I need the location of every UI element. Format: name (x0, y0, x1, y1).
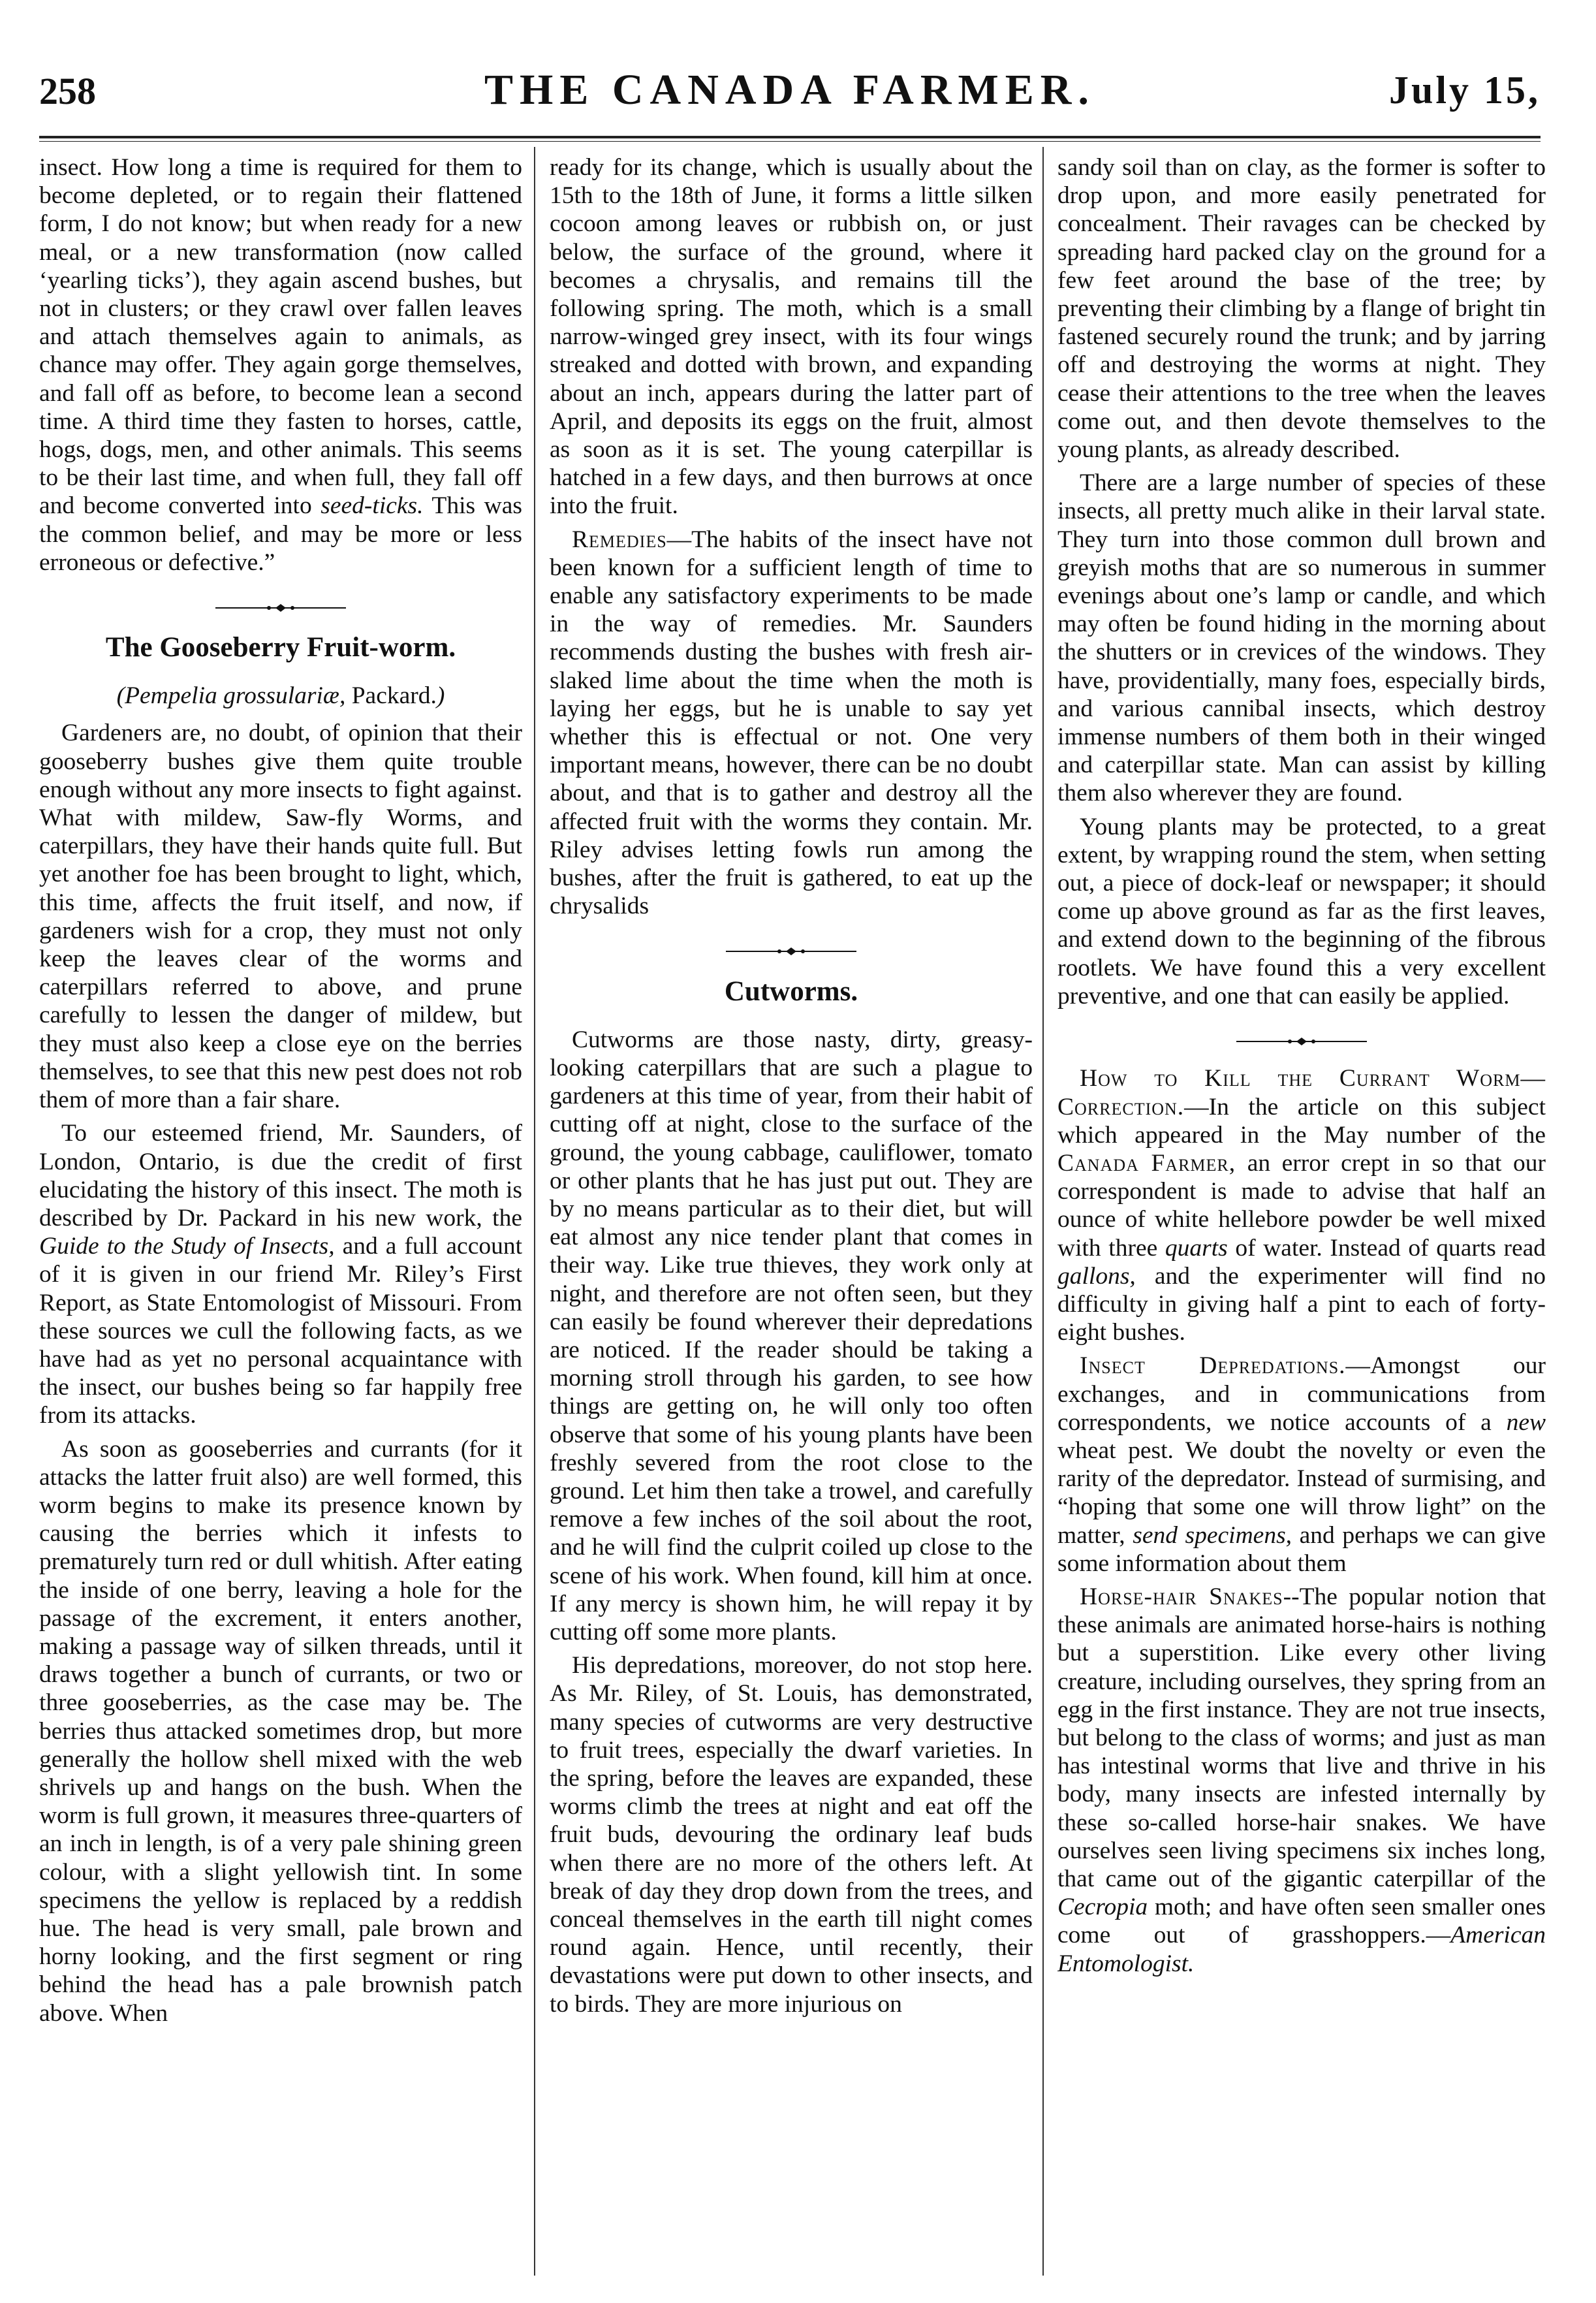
page-header (39, 51, 1541, 123)
paragraph: To our esteemed friend, Mr. Saunders, of London, Ontario, is due the credit of first elucidating the history of this insect. The moth is described by Dr. Packard in his new work, the Guide to the Study of Insects, and a full account of it is given in our friend Mr. Riley’s First Report, as State Entomologist of Missouri. From these sources we cull the following facts, as we have had as yet no personal acquaintance with the insect, our bushes being so far happily free from its attacks. (39, 1120, 522, 1429)
article-heading-cutworms: Cutworms. (724, 976, 858, 1007)
ornament-divider (39, 591, 522, 619)
column-1 (39, 153, 522, 2269)
paragraph-remedies: Remedies—The habits of the insect have not been known for a sufficient length of time to enable any satisfactory experiments to be made in the way of remedies. Mr. Saunders recommends dusting the bushes with fresh air-slaked lime about the time when the moth is laying her eggs, but he is unable to say yet whether this is effectual or not. One very important means, however, there can be no doubt about, and that is to gather and destroy all the affected fruit with the worms they contain. Mr. Riley advises letting fowls run among the bushes, after the fruit is gathered, to eat up the chrysalids (550, 526, 1033, 920)
species-name: (Pempelia grossulariæ, Packard.) (116, 682, 445, 710)
ornament-divider (550, 934, 1033, 962)
paragraph: Gardeners are, no doubt, of opinion that their gooseberry bushes give them quite trouble enough without any more insects to fight against. What with mildew, Saw-fly Worms, and caterpillars, they have their hands quite full. But yet another foe has been brought to light, which, this time, affects the fruit itself, and now, if gardeners wish for a crop, they must not only keep the leaves clear of the worms and caterpillars referred to above, and prune carefully to lessen the danger of mildew, but they must also keep a close eye on the berries themselves, to see that this new pest does not rob them of more than a fair share. (39, 720, 522, 1114)
publication-title: THE CANADA FARMER. (484, 66, 1095, 114)
column-3 (1057, 153, 1546, 2269)
paragraph: His depredations, moreover, do not stop here. As Mr. Riley, of St. Louis, has demonstrated, many species of cutworms are very destructive to fruit trees, especially the dwarf varieties. In the spring, before the leaves are expanded, these worms climb the trees at night and eat off the fruit buds, devouring the ordinary leaf buds when there are no more of the others left. At break of day they drop down from the trees, and conceal themselves in the earth till night comes round again. Hence, until recently, their devastations were put down to other insects, and to birds. They are more injurious on (550, 1652, 1033, 2018)
paragraph: Young plants may be protected, to a great extent, by wrapping round the stem, when setting out, a piece of dock-leaf or newspaper; it should come up above ground as far as the first leaves, and extend down to the beginning of the fibrous rootlets. We have found this a very excellent preventive, and one that can easily be applied. (1057, 813, 1546, 1009)
page-number: 258 (39, 70, 96, 112)
column-2 (550, 153, 1033, 2269)
paragraph-continuation: sandy soil than on clay, as the former is softer to drop upon, and more easily penetrated for concealment. Their ravages can be checked by spreading hard packed clay on the ground for a few feet around the base of the tree; by preventing their climbing by a flange of bright tin fastened securely round the trunk; and by jarring off and destroying the worms at night. They cease their attentions to the tree when the leaves come out, and then devote themselves to the young plants, as already described. (1057, 154, 1546, 464)
paragraph-continuation: insect. How long a time is required for them to become depleted, or to regain their flattened form, I do not know; but when ready for a new meal, or a new transformation (now called ‘yearling ticks’), they again ascend bushes, but not in clusters; or they crawl over fallen leaves and attach themselves again to animals, as chance may offer. They again gorge themselves, and fall off as before, to become lean a second time. A third time they fasten to horses, cattle, hogs, dogs, men, and other animals. This seems to be their last time, and when full, they fall off and become converted into seed-ticks. This was the common belief, and may be more or less erroneous or defective.” (39, 154, 522, 576)
paragraph-insect-depredations: Insect Depredations.—Amongst our exchanges, and in communications from correspondents, we notice accounts of a new wheat pest. We doubt the novelty or even the rarity of the depredator. Instead of surmising, and “hoping that some one will throw light” on the matter, send specimens, and perhaps we can give some information about them (1057, 1352, 1546, 1577)
column-divider-1 (534, 147, 535, 2276)
paragraph-currant-worm: How to Kill the Currant Worm—Correction.—In the article on this subject which appeared in the May number of the Canada Farmer, an error crept in so that our correspondent is made to advise that half an ounce of white hellebore powder be well mixed with three quarts of water. Instead of quarts read gallons, and the experimenter will find no difficulty in giving half a pint to each of forty-eight bushes. (1057, 1065, 1546, 1346)
column-divider-2 (1042, 147, 1044, 2276)
paragraph-continuation: ready for its change, which is usually about the 15th to the 18th of June, it forms a little silken cocoon among leaves or rubbish on, or just below, the surface of the ground, where it becomes a chrysalis, and remains till the following spring. The moth, which is a small narrow-winged grey insect, with its four wings streaked and dotted with brown, and expanding about an inch, appears during the latter part of April, and deposits its eggs on the fruit, almost as soon as it is set. The young caterpillar is hatched in a few days, and then burrows at once into the fruit. (550, 154, 1033, 520)
paragraph: As soon as gooseberries and currants (for it attacks the latter fruit also) are well formed, this worm begins to make its presence known by causing the berries which it infests to prematurely turn red or dull whitish. After eating the inside of one berry, leaving a hole for the passage of the excrement, it enters another, making a passage way of silken threads, until it draws together a bunch of currants, or two or three gooseberries, as the case may be. The berries thus attacked sometimes drop, but more generally the hollow shell mixed with the web shrivels up and hangs on the bush. When the worm is full grown, it measures three-quarters of an inch in length, is of a very pale shining green colour, with a slight yellowish tint. In some specimens the yellow is replaced by a reddish hue. The head is very small, pale brown and horny looking, and the first segment or ring behind the head has a pale brownish patch above. When (39, 1435, 522, 2027)
header-rule (39, 136, 1541, 138)
paragraph: There are a large number of species of these insects, all pretty much alike in their larval state. They turn into those common dull brown and greyish moths that are so numerous in summer evenings about one’s lamp or candle, and which may often be found hiding in the morning about the shutters or in crevices of the windows. They have, providentially, many foes, especially birds, and various cannibal insects, which destroy immense numbers of them both in their winged and caterpillar state. Man can assist by killing them also wherever they are found. (1057, 469, 1546, 807)
paragraph: Cutworms are those nasty, dirty, greasy-looking caterpillars that are such a plague to gardeners at this time of year, from their habit of cutting off at night, close to the surface of the ground, the young cabbage, cauliflower, tomato or other plants that he has just put out. They are by no means particular as to their diet, but will eat almost any nice tender plant that comes in their way. Like true thieves, they work only at night, and therefore are not often seen, but they can easily be found wherever their depredations are noticed. If the reader should be taking a morning stroll through his garden, to see how things are getting on, he will only too often observe that some of his young plants have been freshly severed from the root close to the ground. Let him then take a trowel, and carefully remove a few inches of the soil about the root, and he will find the culprit coiled up close to the scene of his work. When found, kill him at once. If any mercy is shown him, he will repay it by cutting off some more plants. (550, 1026, 1033, 1645)
header-rule-thin (39, 141, 1541, 142)
article-heading-gooseberry: The Gooseberry Fruit-worm. (105, 632, 456, 663)
issue-date: July 15, (1388, 69, 1541, 112)
ornament-divider (1057, 1024, 1546, 1053)
paragraph-horse-hair-snakes: Horse-hair Snakes--The popular notion that these animals are animated horse-hairs is nothing but a superstition. Like every other living creature, including ourselves, they spring from an egg in the first instance. They are not true insects, but belong to the class of worms; and just as man has intestinal worms that live and thrive in his body, many insects are infested internally by these so-called horse-hair snakes. We have ourselves seen living specimens six inches long, that came out of the gigantic caterpillar of the Cecropia moth; and have often seen smaller ones come out of grasshoppers.—American Entomologist. (1057, 1583, 1546, 1977)
